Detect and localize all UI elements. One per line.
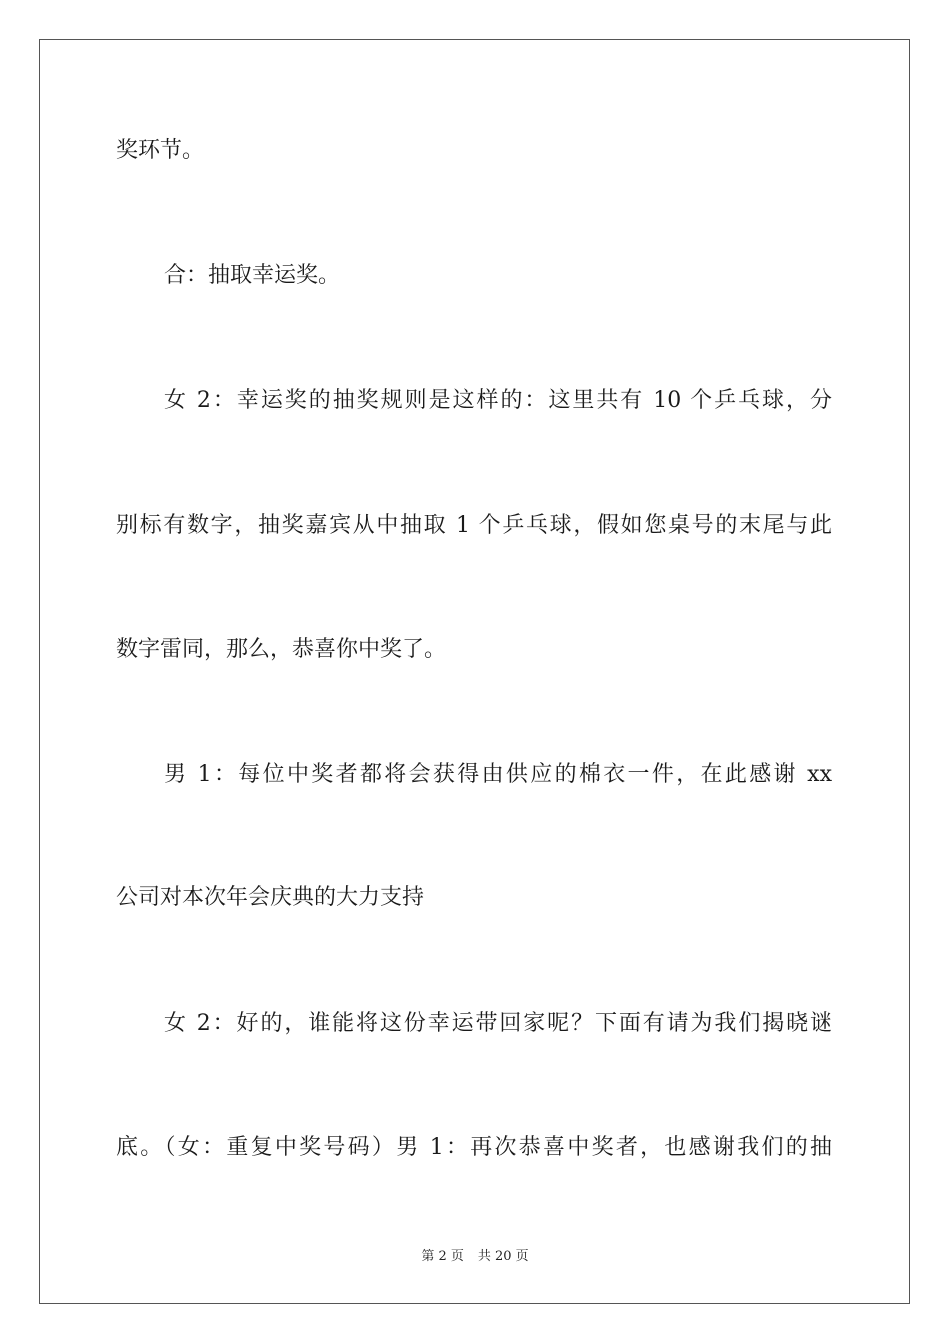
page-number: 第 2 页 <box>421 1249 464 1264</box>
page-footer <box>0 1249 950 1265</box>
text-line-1: 奖环节。 <box>116 138 205 163</box>
text-line-3: 女 2：幸运奖的抽奖规则是这样的：这里共有 10 个乒乓球，分 <box>164 388 832 413</box>
text-line-9: 底。（女：重复中奖号码）男 1：再次恭喜中奖者，也感谢我们的抽 <box>116 1135 832 1160</box>
text-line-6: 男 1：每位中奖者都将会获得由供应的棉衣一件，在此感谢 xx <box>164 762 832 787</box>
text-line-2: 合：抽取幸运奖。 <box>164 263 341 288</box>
text-line-5: 数字雷同，那么，恭喜你中奖了。 <box>116 637 447 662</box>
page-border <box>39 39 910 1304</box>
text-line-7: 公司对本次年会庆典的大力支持 <box>116 885 425 910</box>
page-total: 共 20 页 <box>477 1249 529 1264</box>
text-line-8: 女 2：好的，谁能将这份幸运带回家呢？下面有请为我们揭晓谜 <box>164 1011 832 1036</box>
text-line-4: 别标有数字，抽奖嘉宾从中抽取 1 个乒乓球，假如您桌号的末尾与此 <box>116 513 832 538</box>
